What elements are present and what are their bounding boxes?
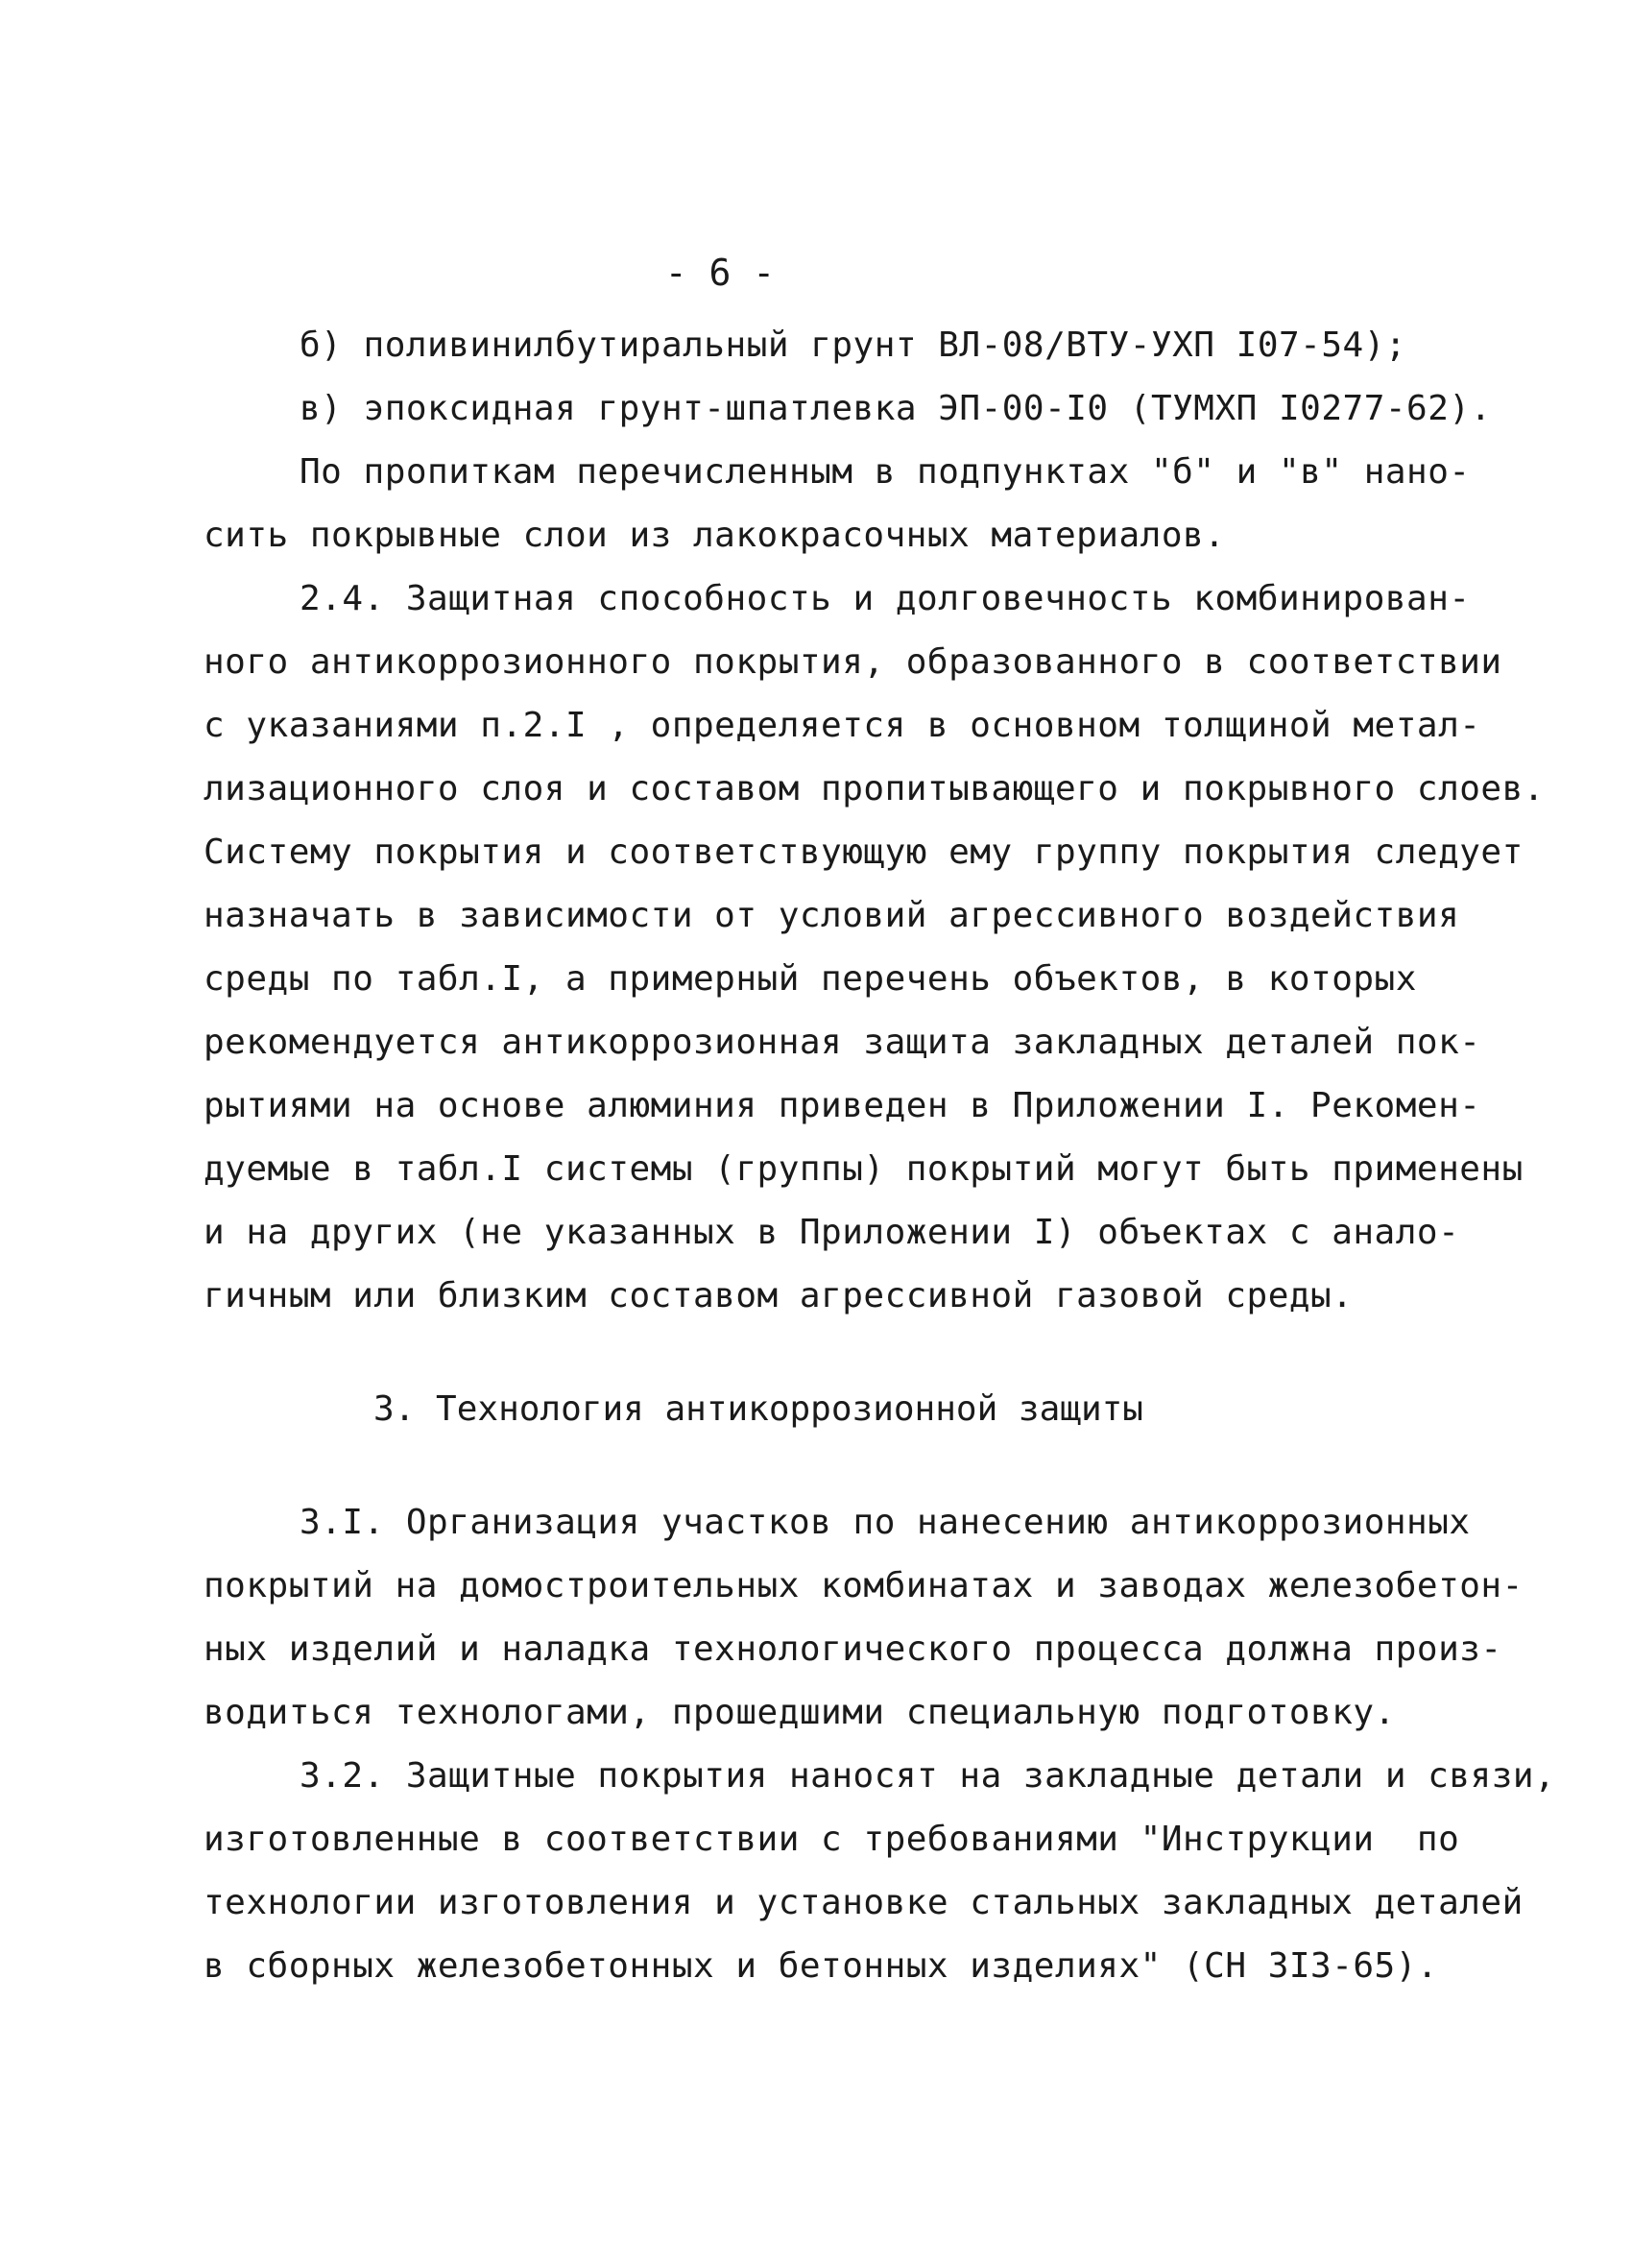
text-line: сить покрывные слои из лакокрасочных материалов.: [204, 516, 1226, 555]
text-line: 3.2. Защитные покрытия наносят на закладные детали и связи,: [300, 1756, 1556, 1796]
text-line: Систему покрытия и соответствующую ему группу покрытия следует: [204, 832, 1524, 872]
text-line: По пропиткам перечисленным в подпунктах "б" и "в" нано-: [300, 452, 1471, 492]
text-line: назначать в зависимости от условий агрессивного воздействия: [204, 896, 1460, 935]
text-line: технологии изготовления и установке стальных закладных деталей: [204, 1883, 1524, 1922]
text-line: рытиями на основе алюминия приведен в Приложении I. Рекомен-: [204, 1086, 1481, 1125]
text-line: среды по табл.I, а примерный перечень объектов, в которых: [204, 959, 1417, 999]
text-line: в) эпоксидная грунт-шпатлевка ЭП-00-I0 (ТУМХП I0277-62).: [300, 389, 1492, 428]
text-line: в сборных железобетонных и бетонных изделиях" (СН 3I3-65).: [204, 1946, 1439, 1986]
page-number: - 6 -: [664, 252, 776, 294]
text-line: ного антикоррозионного покрытия, образованного в соответствии: [204, 642, 1502, 682]
text-line: дуемые в табл.I системы (группы) покрытий могут быть применены: [204, 1149, 1524, 1189]
text-line: 3.I. Организация участков по нанесению антикоррозионных: [300, 1503, 1471, 1542]
text-line: лизационного слоя и составом пропитывающего и покрывного слоев.: [204, 769, 1545, 808]
text-line: изготовленные в соответствии с требованиями "Инструкции по: [204, 1820, 1460, 1859]
text-line: 2.4. Защитная способность и долговечность комбинирован-: [300, 579, 1471, 618]
text-line: с указаниями п.2.I , определяется в основном толщиной метал-: [204, 706, 1481, 745]
text-line: рекомендуется антикоррозионная защита закладных деталей пок-: [204, 1023, 1481, 1062]
text-line: гичным или близким составом агрессивной газовой среды.: [204, 1276, 1354, 1315]
text-line: ных изделий и наладка технологического процесса должна произ-: [204, 1629, 1502, 1669]
text-line: б) поливинилбутиральный грунт ВЛ-08/ВТУ-УХП I07-54);: [300, 326, 1407, 365]
text-line: водиться технологами, прошедшими специальную подготовку.: [204, 1693, 1396, 1732]
section-heading: 3. Технология антикоррозионной защиты: [373, 1389, 1143, 1429]
text-line: покрытий на домостроительных комбинатах и заводах железобетон-: [204, 1566, 1524, 1605]
text-line: и на других (не указанных в Приложении I) объектах с анало-: [204, 1213, 1460, 1252]
